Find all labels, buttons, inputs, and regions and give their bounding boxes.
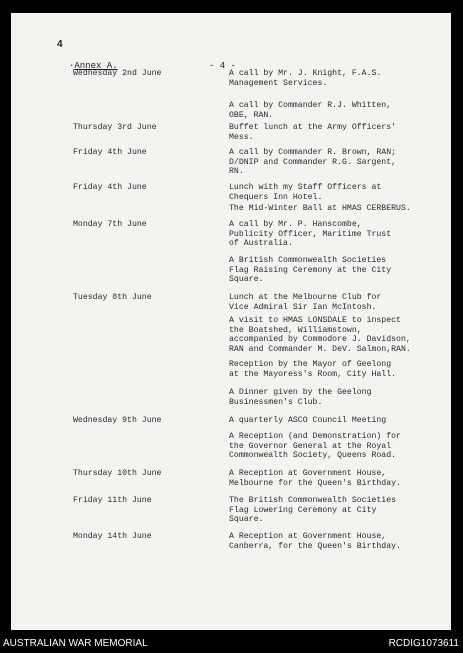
entry-description: A Reception (and Demonstration) for the Governor General at the Royal Commonwealth Society, Queens Road. [229, 432, 401, 461]
entry-date: Wednesday 2nd June [73, 69, 162, 78]
entry-description: Lunch with my Staff Officers at Chequers Inn Hotel. [229, 183, 382, 202]
annex-label-text: Annex A. [74, 61, 118, 71]
entry-description: A visit to HMAS LONSDALE to inspect the Boatshed, Williamstown, accompanied by Commodore J. Davidson, RAN and Commander M. DeV. Salmon,RAN. [229, 316, 411, 354]
entry-date: Friday 11th June [73, 496, 152, 505]
page-mark: 4 [57, 39, 63, 50]
entry-description: A Dinner given by the Geelong Businessmen's Club. [229, 388, 372, 407]
entry-description: Reception by the Mayor of Geelong at the Mayoress's Room, City Hall. [229, 360, 397, 379]
entry-description: Buffet lunch at the Army Officers' Mess. [229, 123, 397, 142]
footer-institution: AUSTRALIAN WAR MEMORIAL [3, 638, 148, 649]
entry-date: Thursday 3rd June [73, 123, 157, 132]
entry-date: Tuesday 8th June [73, 293, 152, 302]
entry-date: Monday 7th June [73, 220, 147, 229]
entry-description: A British Commonwealth Societies Flag Raising Ceremony at the City Square. [229, 256, 392, 285]
entry-description: Lunch at the Melbourne Club for Vice Admiral Sir Ian McIntosh. [229, 293, 382, 312]
document-page [11, 13, 451, 630]
entry-date: Friday 4th June [73, 148, 147, 157]
entry-date: Thursday 10th June [73, 469, 162, 478]
entry-description: The Mid-Winter Ball at HMAS CERBERUS. [229, 204, 411, 213]
entry-description: A Reception at Government House, Melbourne for the Queen's Birthday. [229, 469, 401, 488]
annex-label: ·Annex A. [69, 61, 118, 71]
entry-description: A call by Mr. P. Hanscombe, Publicity Officer, Maritime Trust of Australia. [229, 220, 392, 249]
entry-date: Wednesday 9th June [73, 416, 162, 425]
entry-description: A call by Mr. J. Knight, F.A.S. Management Services. [229, 69, 382, 88]
page-number: - 4 - [209, 61, 237, 71]
entry-description: A Reception at Government House, Canberra, for the Queen's Birthday. [229, 532, 401, 551]
entry-description: A quarterly ASCO Council Meeting [229, 416, 387, 425]
entry-date: Monday 14th June [73, 532, 152, 541]
entry-description: The British Commonwealth Societies Flag Lowering Ceremony at City Square. [229, 496, 397, 525]
entry-date: Friday 4th June [73, 183, 147, 192]
footer-record-id: RCDIG1073611 [388, 638, 459, 649]
archive-footer [0, 634, 463, 653]
entry-description: A call by Commander R.J. Whitten, OBE, RAN. [229, 101, 392, 120]
entry-description: A call by Commander R. Brown, RAN; D/DNIP and Commander R.G. Sargent, RN. [229, 148, 397, 177]
